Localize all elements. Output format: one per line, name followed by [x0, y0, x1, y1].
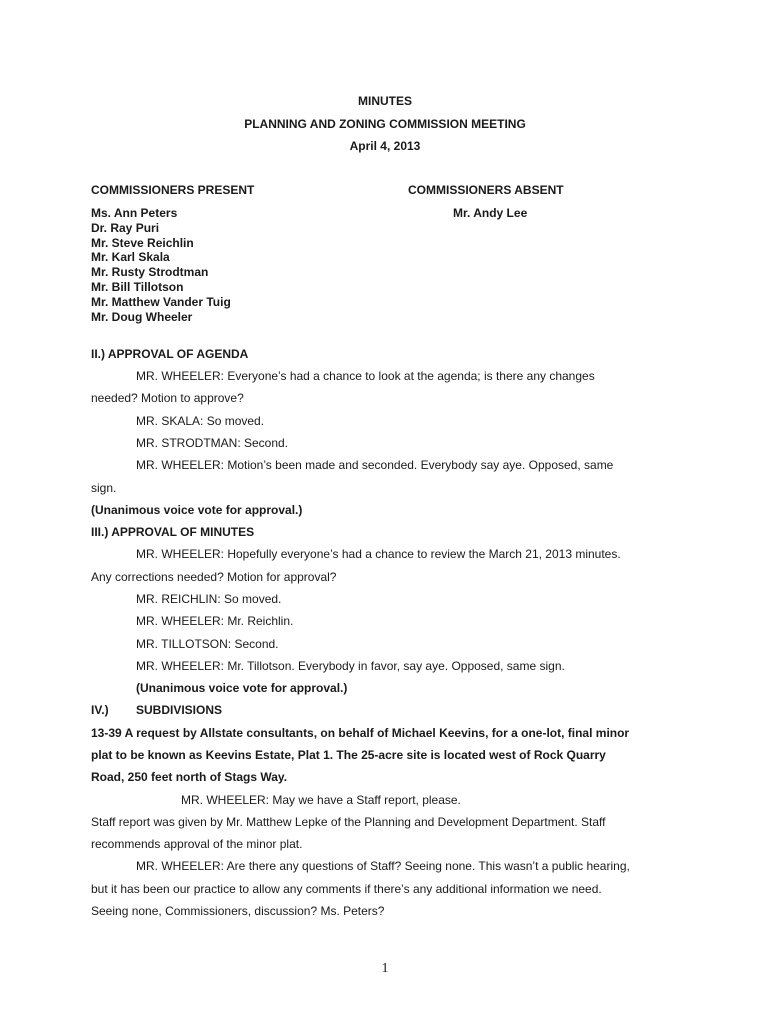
minutes-line: Any corrections needed? Motion for approval?	[91, 570, 337, 584]
present-member: Mr. Steve Reichlin	[91, 236, 194, 250]
subdivisions-line: MR. WHEELER: Are there any questions of Staff? Seeing none. This wasn’t a public hearing,	[136, 859, 630, 873]
agenda-line: MR. WHEELER: Motion’s been made and seconded. Everybody say aye. Opposed, same	[136, 458, 614, 472]
case-description-line: Road, 250 feet north of Stags Way.	[91, 770, 288, 784]
agenda-heading: II.) APPROVAL OF AGENDA	[91, 347, 249, 361]
minutes-line: MR. TILLOTSON: Second.	[136, 637, 279, 651]
minutes-line: MR. WHEELER: Mr. Reichlin.	[136, 614, 294, 628]
commissioners-present-heading: COMMISSIONERS PRESENT	[91, 183, 255, 197]
present-member: Mr. Doug Wheeler	[91, 310, 193, 324]
agenda-line: MR. SKALA: So moved.	[136, 414, 265, 428]
case-description-line: plat to be known as Keevins Estate, Plat 1. The 25-acre site is located west of Rock Quarry	[91, 748, 606, 762]
subdivisions-line: Staff report was given by Mr. Matthew Lepke of the Planning and Development Department. Staff	[91, 815, 606, 829]
agenda-line: MR. STRODTMAN: Second.	[136, 436, 289, 450]
minutes-line: MR. REICHLIN: So moved.	[136, 592, 282, 606]
present-member: Ms. Ann Peters	[91, 206, 178, 220]
subdivisions-line: Seeing none, Commissioners, discussion? Ms. Peters?	[91, 904, 385, 918]
commissioners-absent-heading: COMMISSIONERS ABSENT	[408, 183, 564, 197]
present-member: Mr. Rusty Strodtman	[91, 265, 209, 279]
page-number: 1	[381, 961, 389, 976]
agenda-line: sign.	[91, 481, 117, 495]
minutes-heading: III.) APPROVAL OF MINUTES	[91, 525, 255, 539]
subdivisions-heading: SUBDIVISIONS	[136, 703, 223, 717]
subdivisions-line: MR. WHEELER: May we have a Staff report, please.	[181, 793, 461, 807]
subdivisions-line: recommends approval of the minor plat.	[91, 837, 303, 851]
document-title: MINUTES	[358, 94, 412, 108]
absent-member: Mr. Andy Lee	[453, 206, 528, 220]
meeting-date: April 4, 2013	[349, 139, 421, 153]
present-member: Mr. Karl Skala	[91, 250, 170, 264]
subdivisions-number: IV.)	[91, 703, 109, 717]
minutes-line: MR. WHEELER: Mr. Tillotson. Everybody in favor, say aye. Opposed, same sign.	[136, 659, 565, 673]
document-subtitle: PLANNING AND ZONING COMMISSION MEETING	[244, 117, 526, 131]
agenda-line: needed? Motion to approve?	[91, 391, 244, 405]
case-description-line: 13-39 A request by Allstate consultants, on behalf of Michael Keevins, for a one-lot, final minor	[91, 726, 630, 740]
agenda-line: MR. WHEELER: Everyone’s had a chance to look at the agenda; is there any changes	[136, 369, 595, 383]
present-member: Mr. Matthew Vander Tuig	[91, 295, 231, 309]
minutes-vote-result: (Unanimous voice vote for approval.)	[136, 681, 348, 695]
present-member: Mr. Bill Tillotson	[91, 280, 184, 294]
agenda-vote-result: (Unanimous voice vote for approval.)	[91, 503, 303, 517]
minutes-line: MR. WHEELER: Hopefully everyone’s had a chance to review the March 21, 2013 minutes.	[136, 547, 621, 561]
present-member: Dr. Ray Puri	[91, 221, 160, 235]
subdivisions-line: but it has been our practice to allow any comments if there’s any additional information we need.	[91, 882, 602, 896]
